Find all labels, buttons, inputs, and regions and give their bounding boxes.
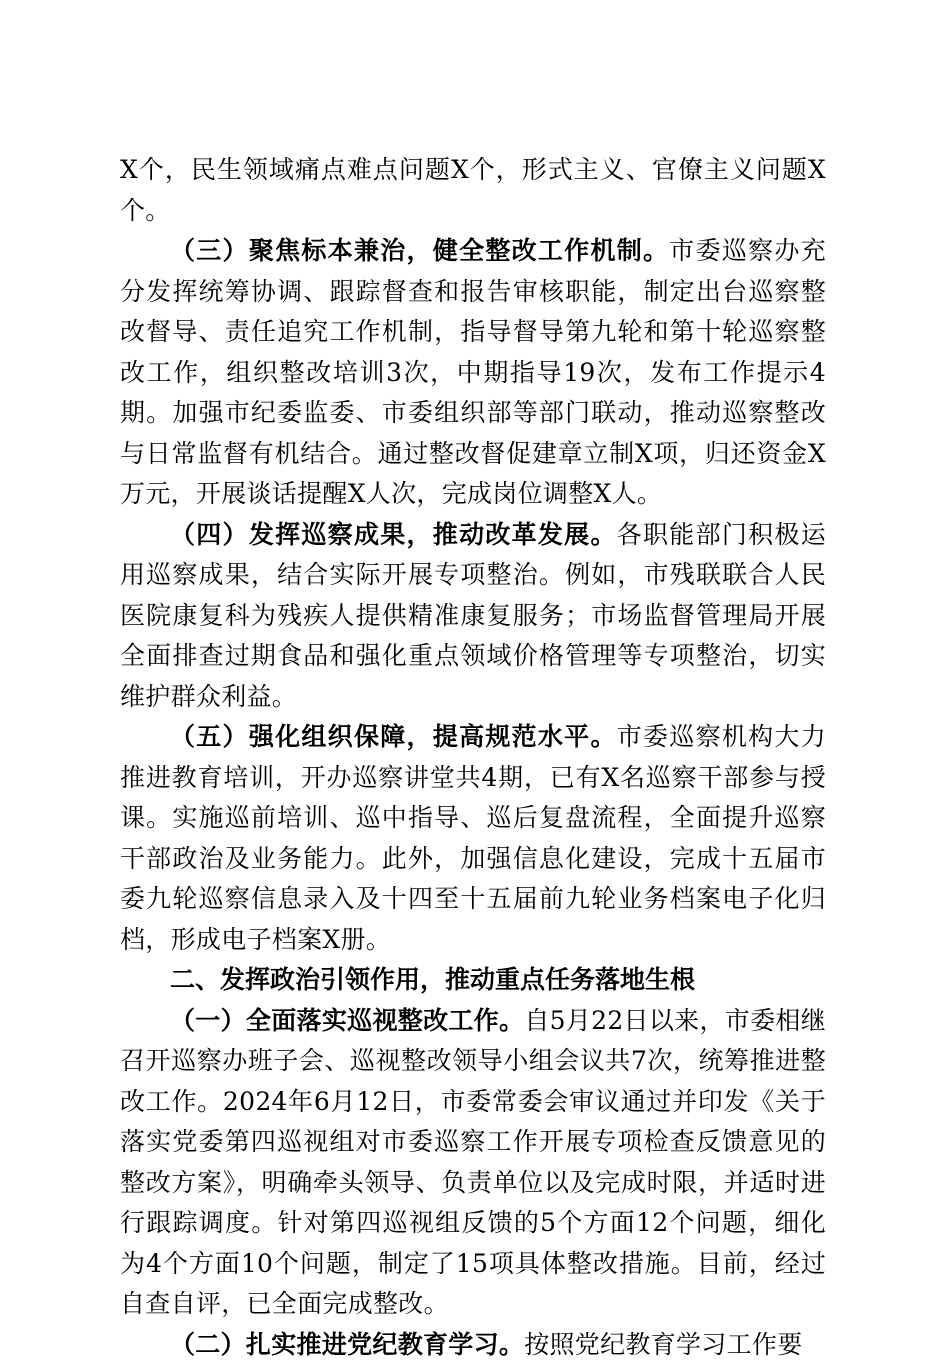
paragraph-section-3: [120, 231, 826, 515]
paragraph-text: 各职能部门积极运用巡察成果，结合实际开展专项整治。例如，市残联联合人民医院康复科为残疾人提供精准康复服务；市场监督管理局开展全面排查过期食品和强化重点领域价格管理等专项整治，切实维护群众利益。: [120, 520, 826, 711]
paragraph-subsection-1: [120, 1001, 826, 1325]
section-lead: （一）全面落实巡视整改工作。: [170, 1006, 524, 1035]
document-page: [120, 150, 826, 1365]
section-lead: （二）扎实推进党纪教育学习。: [170, 1330, 524, 1359]
section-lead: （五）强化组织保障，提高规范水平。: [170, 722, 617, 751]
paragraph-text: X个，民生领域痛点难点问题X个，形式主义、官僚主义问题X个。: [120, 155, 826, 225]
paragraph-text: 按照党纪教育学习工作要: [524, 1330, 802, 1359]
paragraph-section-5: [120, 717, 826, 960]
paragraph-subsection-2: [120, 1325, 826, 1365]
paragraph-section-4: [120, 515, 826, 718]
paragraph-text: 市委巡察机构大力推进教育培训，开办巡察讲堂共4期，已有X名巡察干部参与授课。实施巡前培训、巡中指导、巡后复盘流程，全面提升巡察干部政治及业务能力。此外，加强信息化建设，完成十五届市委九轮巡察信息录入及十四至十五届前九轮业务档案电子化归档，形成电子档案X册。: [120, 722, 826, 954]
paragraph-text: 自5月22日以来，市委相继召开巡察办班子会、巡视整改领导小组会议共7次，统筹推进整改工作。2024年6月12日，市委常委会审议通过并印发《关于落实党委第四巡视组对市委巡察工作开展专项检查反馈意见的整改方案》，明确牵头领导、负责单位以及完成时限，并适时进行跟踪调度。针对第四巡视组反馈的5个方面12个问题，细化为4个方面10个问题，制定了15项具体整改措施。目前，经过自查自评，已全面完成整改。: [120, 1006, 826, 1319]
section-lead: （四）发挥巡察成果，推动改革发展。: [170, 520, 617, 549]
paragraph-continuation: [120, 150, 826, 231]
paragraph-text: 市委巡察办充分发挥统筹协调、跟踪督查和报告审核职能，制定出台巡察整改督导、责任追究工作机制，指导督导第九轮和第十轮巡察整改工作，组织整改培训3次，中期指导19次，发布工作提示4期。加强市纪委监委、市委组织部等部门联动，推动巡察整改与日常监督有机结合。通过整改督促建章立制X项，归还资金X万元，开展谈话提醒X人次，完成岗位调整X人。: [120, 236, 826, 508]
section-lead: （三）聚焦标本兼治，健全整改工作机制。: [170, 236, 669, 265]
section-heading-2: 二、发挥政治引领作用，推动重点任务落地生根: [120, 960, 826, 1001]
